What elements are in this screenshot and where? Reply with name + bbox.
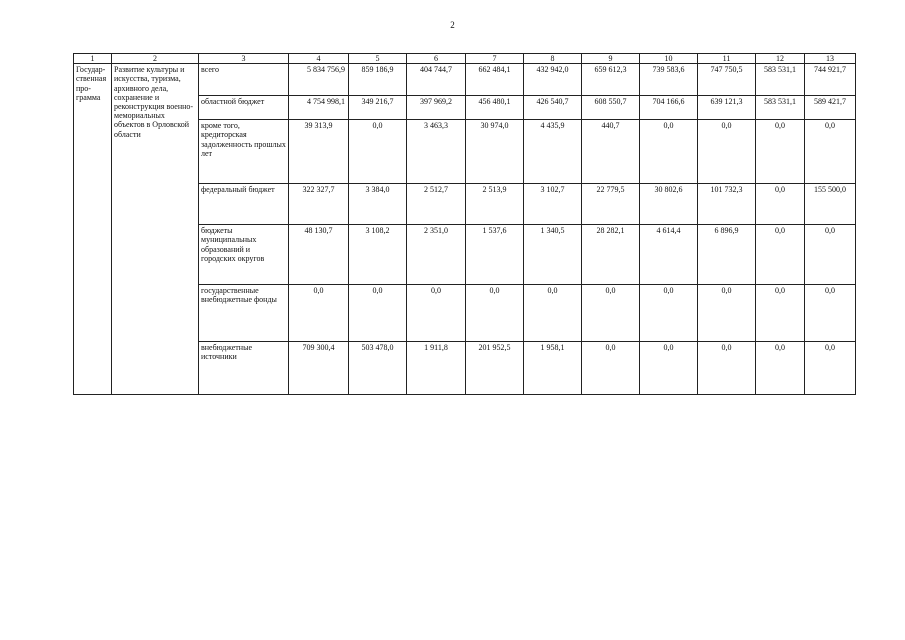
value-cell: 39 313,9	[289, 120, 349, 184]
header-row	[74, 54, 856, 64]
value-cell: 744 921,7	[805, 64, 856, 96]
value-cell: 583 531,1	[756, 64, 805, 96]
value-cell: 22 779,5	[582, 184, 640, 225]
value-cell: 30 802,6	[640, 184, 698, 225]
value-cell: 709 300,4	[289, 342, 349, 395]
value-cell: 583 531,1	[756, 96, 805, 120]
budget-table	[73, 53, 856, 395]
value-cell: 589 421,7	[805, 96, 856, 120]
value-cell: 3 384,0	[349, 184, 407, 225]
row-label: федеральный бюджет	[199, 184, 289, 225]
row-label: всего	[199, 64, 289, 96]
header-cell: 8	[524, 54, 582, 64]
value-cell: 397 969,2	[407, 96, 466, 120]
value-cell: 0,0	[640, 120, 698, 184]
header-cell: 5	[349, 54, 407, 64]
program-type-cell: Государ-ственная про-грамма	[74, 64, 112, 395]
value-cell: 3 463,3	[407, 120, 466, 184]
value-cell: 662 484,1	[466, 64, 524, 96]
value-cell: 349 216,7	[349, 96, 407, 120]
value-cell: 4 614,4	[640, 225, 698, 285]
value-cell: 404 744,7	[407, 64, 466, 96]
value-cell: 0,0	[756, 285, 805, 342]
value-cell: 0,0	[756, 342, 805, 395]
value-cell: 48 130,7	[289, 225, 349, 285]
header-cell: 3	[199, 54, 289, 64]
value-cell: 0,0	[805, 120, 856, 184]
value-cell: 0,0	[582, 342, 640, 395]
value-cell: 0,0	[407, 285, 466, 342]
value-cell: 704 166,6	[640, 96, 698, 120]
value-cell: 659 612,3	[582, 64, 640, 96]
value-cell: 456 480,1	[466, 96, 524, 120]
value-cell: 0,0	[349, 285, 407, 342]
row-label: областной бюджет	[199, 96, 289, 120]
value-cell: 739 583,6	[640, 64, 698, 96]
value-cell: 859 186,9	[349, 64, 407, 96]
program-name-cell: Развитие культуры и искусства, туризма, архивного дела, сохранение и реконструкция военно-мемориальных объектов в Орловской области	[112, 64, 199, 395]
value-cell: 4 754 998,1	[289, 96, 349, 120]
value-cell: 0,0	[805, 285, 856, 342]
value-cell: 0,0	[524, 285, 582, 342]
header-cell: 7	[466, 54, 524, 64]
row-label: внебюджетные источники	[199, 342, 289, 395]
value-cell: 0,0	[698, 120, 756, 184]
row-label: государственные внебюджетные фонды	[199, 285, 289, 342]
value-cell: 608 550,7	[582, 96, 640, 120]
value-cell: 155 500,0	[805, 184, 856, 225]
value-cell: 0,0	[349, 120, 407, 184]
value-cell: 0,0	[582, 285, 640, 342]
header-cell: 11	[698, 54, 756, 64]
value-cell: 1 958,1	[524, 342, 582, 395]
table-row-total	[74, 64, 856, 96]
value-cell: 6 896,9	[698, 225, 756, 285]
value-cell: 0,0	[640, 342, 698, 395]
header-cell: 1	[74, 54, 112, 64]
row-label: бюджеты муниципальных образований и городских округов	[199, 225, 289, 285]
row-label: кроме того, кредиторская задолженность прошлых лет	[199, 120, 289, 184]
page-number: 2	[450, 20, 455, 30]
value-cell: 101 732,3	[698, 184, 756, 225]
value-cell: 503 478,0	[349, 342, 407, 395]
value-cell: 426 540,7	[524, 96, 582, 120]
value-cell: 3 102,7	[524, 184, 582, 225]
header-cell: 10	[640, 54, 698, 64]
value-cell: 432 942,0	[524, 64, 582, 96]
value-cell: 1 911,8	[407, 342, 466, 395]
value-cell: 0,0	[756, 120, 805, 184]
value-cell: 0,0	[640, 285, 698, 342]
value-cell: 322 327,7	[289, 184, 349, 225]
value-cell: 440,7	[582, 120, 640, 184]
value-cell: 3 108,2	[349, 225, 407, 285]
value-cell: 0,0	[466, 285, 524, 342]
value-cell: 30 974,0	[466, 120, 524, 184]
value-cell: 1 537,6	[466, 225, 524, 285]
header-cell: 2	[112, 54, 199, 64]
value-cell: 2 512,7	[407, 184, 466, 225]
value-cell: 639 121,3	[698, 96, 756, 120]
value-cell: 2 351,0	[407, 225, 466, 285]
value-cell: 4 435,9	[524, 120, 582, 184]
header-cell: 13	[805, 54, 856, 64]
value-cell: 0,0	[698, 342, 756, 395]
value-cell: 5 834 756,9	[289, 64, 349, 96]
value-cell: 0,0	[289, 285, 349, 342]
header-cell: 12	[756, 54, 805, 64]
value-cell: 747 750,5	[698, 64, 756, 96]
value-cell: 0,0	[756, 225, 805, 285]
header-cell: 9	[582, 54, 640, 64]
header-cell: 4	[289, 54, 349, 64]
value-cell: 2 513,9	[466, 184, 524, 225]
value-cell: 0,0	[698, 285, 756, 342]
value-cell: 0,0	[805, 225, 856, 285]
value-cell: 0,0	[756, 184, 805, 225]
value-cell: 201 952,5	[466, 342, 524, 395]
header-cell: 6	[407, 54, 466, 64]
value-cell: 1 340,5	[524, 225, 582, 285]
value-cell: 28 282,1	[582, 225, 640, 285]
value-cell: 0,0	[805, 342, 856, 395]
